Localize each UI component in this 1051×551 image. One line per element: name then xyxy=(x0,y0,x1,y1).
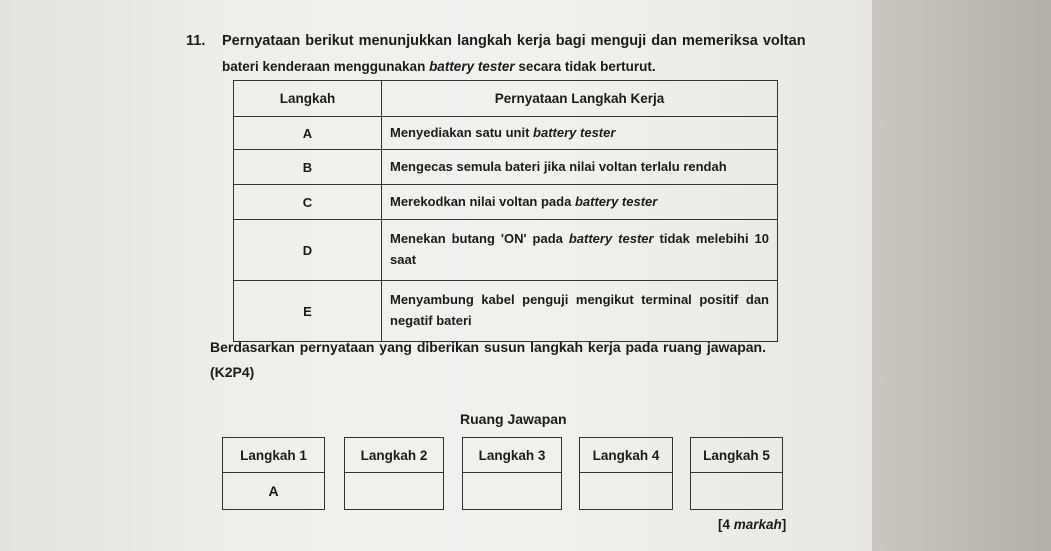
answer-box-label: Langkah 1 xyxy=(223,438,324,473)
table-row xyxy=(234,117,778,150)
answer-box-value[interactable] xyxy=(345,473,443,509)
question-text-line1: Pernyataan berikut menunjukkan langkah kerja bagi menguji dan memeriksa voltan xyxy=(222,33,806,49)
question-number: 11. xyxy=(186,33,206,49)
answer-box-label: Langkah 4 xyxy=(580,438,672,473)
steps-table xyxy=(233,80,778,342)
answer-box-label: Langkah 2 xyxy=(345,438,443,473)
table-row xyxy=(234,150,778,185)
answer-box-4 xyxy=(579,437,673,510)
background-shadow xyxy=(872,0,1051,551)
step-letter: D xyxy=(234,220,382,281)
answer-space-title: Ruang Jawapan xyxy=(460,411,567,427)
question-text-line2: bateri kenderaan menggunakan battery tester secara tidak berturut. xyxy=(222,59,656,74)
step-letter: C xyxy=(234,185,382,220)
answer-box-value[interactable] xyxy=(463,473,561,509)
header-langkah: Langkah xyxy=(234,81,382,117)
step-letter: B xyxy=(234,150,382,185)
table-header-row xyxy=(234,81,778,117)
step-statement: Mengecas semula bateri jika nilai voltan terlalu rendah xyxy=(382,150,778,185)
step-statement: Menyediakan satu unit battery tester xyxy=(382,117,778,150)
answer-box-value[interactable] xyxy=(580,473,672,509)
table-row xyxy=(234,220,778,281)
header-pernyataan: Pernyataan Langkah Kerja xyxy=(382,81,778,117)
step-statement: Menyambung kabel penguji mengikut terminal positif dan negatif bateri xyxy=(382,281,778,342)
answer-box-label: Langkah 5 xyxy=(691,438,782,473)
answer-box-5 xyxy=(690,437,783,510)
marks-label: [4 markah] xyxy=(718,517,787,532)
answer-box-label: Langkah 3 xyxy=(463,438,561,473)
table-row xyxy=(234,281,778,342)
skill-code: (K2P4) xyxy=(210,364,255,380)
step-letter: E xyxy=(234,281,382,342)
answer-box-value[interactable]: A xyxy=(268,483,279,499)
instruction-text: Berdasarkan pernyataan yang diberikan susun langkah kerja pada ruang jawapan. xyxy=(210,339,766,355)
answer-box-2 xyxy=(344,437,444,510)
step-statement: Merekodkan nilai voltan pada battery tester xyxy=(382,185,778,220)
answer-box-value[interactable] xyxy=(691,473,782,509)
table-row xyxy=(234,185,778,220)
answer-box-1 xyxy=(222,437,325,510)
step-statement: Menekan butang 'ON' pada battery tester tidak melebihi 10 saat xyxy=(382,220,778,281)
answer-box-3 xyxy=(462,437,562,510)
step-letter: A xyxy=(234,117,382,150)
